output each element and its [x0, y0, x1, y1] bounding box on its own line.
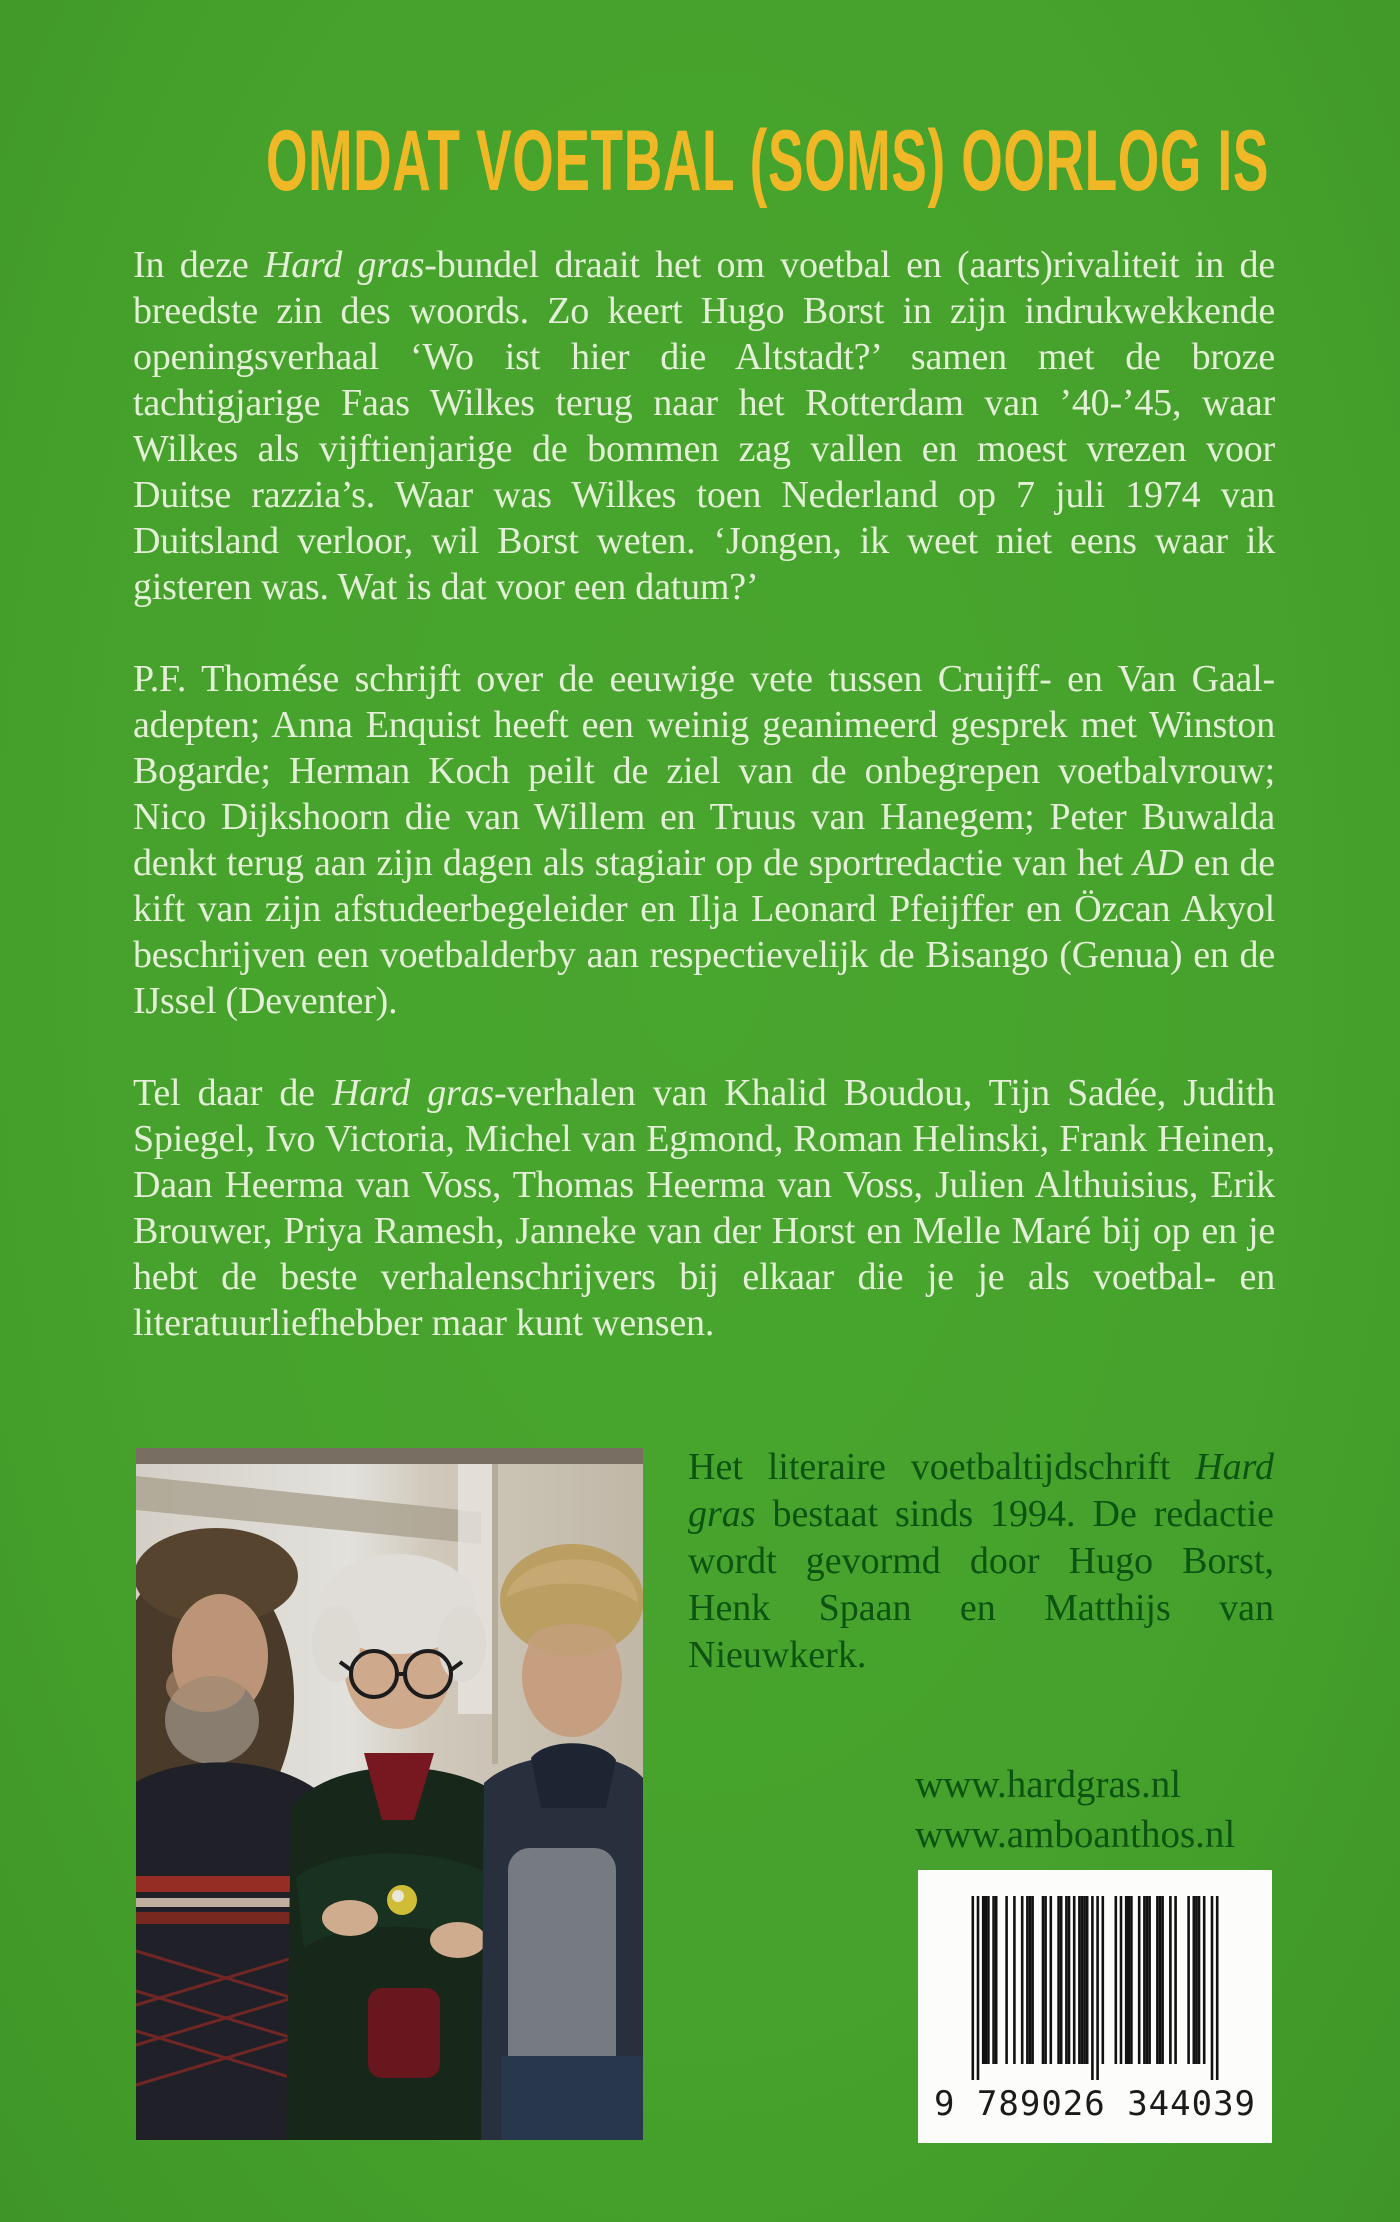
editors-photo: [136, 1448, 643, 2140]
about-text: Het literaire voetbaltijdschrift Hard gras bestaat sinds 1994. De redactie wordt gevormd door Hugo Borst, Henk Spaan en Matthijs van Nieuwkerk.: [688, 1446, 1274, 1676]
barcode-digits: 9 789026 344039: [933, 2084, 1257, 2124]
blurb-text: [133, 242, 1275, 1392]
hardgras-url: www.hardgras.nl: [915, 1763, 1182, 1806]
cover-title: OMDAT VOETBAL (SOMS) OORLOG IS: [266, 113, 1270, 209]
blurb-paragraph-3: Tel daar de Hard gras-verhalen van Khalid Boudou, Tijn Sadée, Judith Spiegel, Ivo Victoria, Michel van Egmond, Roman Helinski, Frank Heinen, Daan Heerma van Voss, Thomas Heerma van Voss, Julien Althuisius, Erik Brouwer, Priya Ramesh, Janneke van der Horst en Melle Maré bij op en je hebt de beste verhalenschrijvers bij elkaar die je je als voetbal- en literatuurliefhebber maar kunt wensen.: [133, 1072, 1275, 1344]
blurb-paragraph-1: In deze Hard gras-bundel draait het om voetbal en (aarts)rivaliteit in de breedste zin des woords. Zo keert Hugo Borst in zijn indrukwekkende openingsverhaal ‘Wo ist hier die Altstadt?’ samen met de broze tachtigjarige Faas Wilkes terug naar het Rotterdam van ’40-’45, waar Wilkes als vijftienjarige de bommen zag vallen en moest vrezen voor Duitse razzia’s. Waar was Wilkes toen Nederland op 7 juli 1974 van Duitsland verloor, wil Borst weten. ‘Jongen, ik weet niet eens waar ik gisteren was. Wat is dat voor een datum?’: [133, 244, 1275, 608]
website-urls: [915, 1760, 1235, 1860]
blurb-paragraph-2: P.F. Thomése schrijft over de eeuwige vete tussen Cruijff- en Van Gaal-adepten; Anna Enquist heeft een weinig geanimeerd gesprek met Winston Bogarde; Herman Koch peilt de ziel van de onbegrepen voetbalvrouw; Nico Dijkshoorn die van Willem en Truus van Hanegem; Peter Buwalda denkt terug aan zijn dagen als stagiair op de sportredactie van het AD en de kift van zijn afstudeerbegeleider en Ilja Leonard Pfeijffer en Özcan Akyol beschrijven een voetbalderby aan respectievelijk de Bisango (Genua) en de IJssel (Deventer).: [133, 658, 1275, 1022]
amboanthos-url: www.amboanthos.nl: [915, 1813, 1236, 1856]
barcode-box: [918, 1870, 1272, 2143]
barcode: [918, 1892, 1272, 2084]
